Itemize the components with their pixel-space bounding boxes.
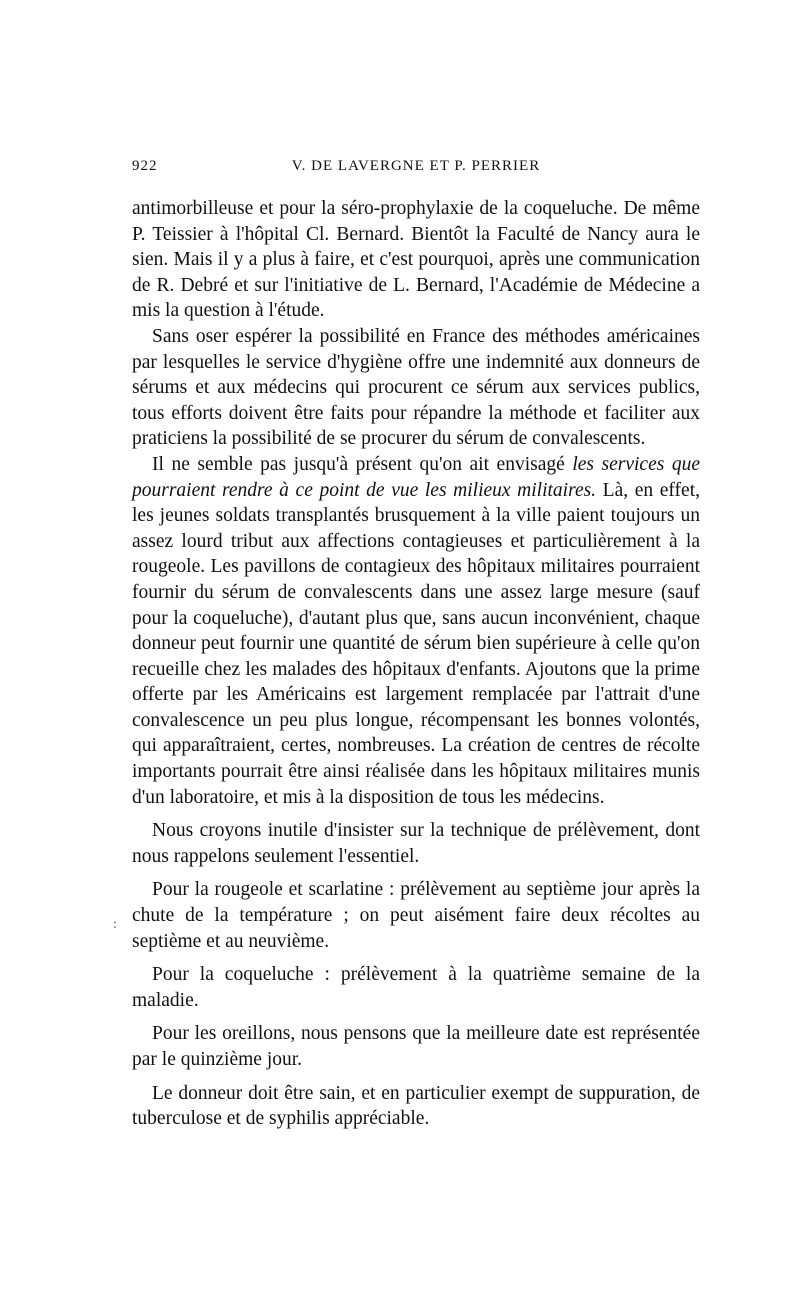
paragraph-continuation: antimorbilleuse et pour la séro-prophylaxie de la coqueluche. De même P. Teissier à l'hôpital Cl. Bernard. Bientôt la Faculté de Nancy aura le sien. Mais il y a plus à faire, et c'est pourquoi, après une communication de R. Debré et sur l'initiative de L. Bernard, l'Académie de Médecine a mis la question à l'étude. (132, 198, 700, 322)
paragraph-technique: Nous croyons inutile d'insister sur la technique de prélèvement, dont nous rappelons seulement l'essentiel. (132, 820, 700, 867)
paragraph-whooping-cough: Pour la coqueluche : prélèvement à la quatrième semaine de la maladie. (132, 964, 700, 1011)
page-header (132, 158, 700, 184)
body-text (132, 196, 700, 1132)
paragraph-american-methods: Sans oser espérer la possibilité en France des méthodes américaines par lesquelles le service d'hygiène offre une indemnité aux donneurs de sérums et aux médecins qui procurent ce sérum aux services publics, tous efforts doivent être faits pour répandre la méthode et faciliter aux praticiens la possibilité de se procurer du sérum de convalescents. (132, 325, 700, 450)
page-number: 922 (132, 158, 158, 174)
paragraph-measles: Pour la rougeole et scarlatine : prélèvement au septième jour après la chute de la température ; on peut aisément faire deux récoltes au septième et au neuvième. (132, 879, 700, 952)
running-head: V. DE LAVERGNE ET P. PERRIER (291, 158, 541, 174)
margin-mark: : (113, 917, 117, 932)
paragraph-text: Il ne semble pas jusqu'à présent qu'on ait envisagé (152, 453, 573, 475)
paragraph-military-services (132, 452, 700, 810)
paragraph-text: Là, en effet, les jeunes soldats transplantés brusquement à la ville paient toujours un assez lourd tribut aux affections contagieuses et particulièrement à la rougeole. Les pavillons de contagieux des hôpitaux militaires pourraient fournir du sérum de convalescents dans une assez large mesure (sauf pour la coqueluche), d'autant plus que, sans aucun inconvénient, chaque donneur peut fournir une quantité de sérum bien supérieure à celle qu'on recueille chez les malades des hôpitaux d'enfants. Ajoutons que la prime offerte par les Américains est largement remplacée par l'attrait d'une convalescence un peu plus longue, récompensant les bonnes volontés, qui apparaîtraient, certes, nombreuses. La création de centres de récolte importants pourrait être ainsi réalisée dans les hôpitaux militaires munis d'un laboratoire, et mis à la disposition de tous les médecins. (132, 479, 700, 808)
paragraph-donor: Le donneur doit être sain, et en particulier exempt de suppuration, de tuberculose et de syphilis appréciable. (132, 1082, 700, 1130)
italic-phrase: les services que pourraient rendre à ce point de vue les milieux militaires. (132, 453, 700, 501)
paragraph-mumps: Pour les oreillons, nous pensons que la meilleure date est représentée par le quinzième jour. (132, 1023, 700, 1070)
